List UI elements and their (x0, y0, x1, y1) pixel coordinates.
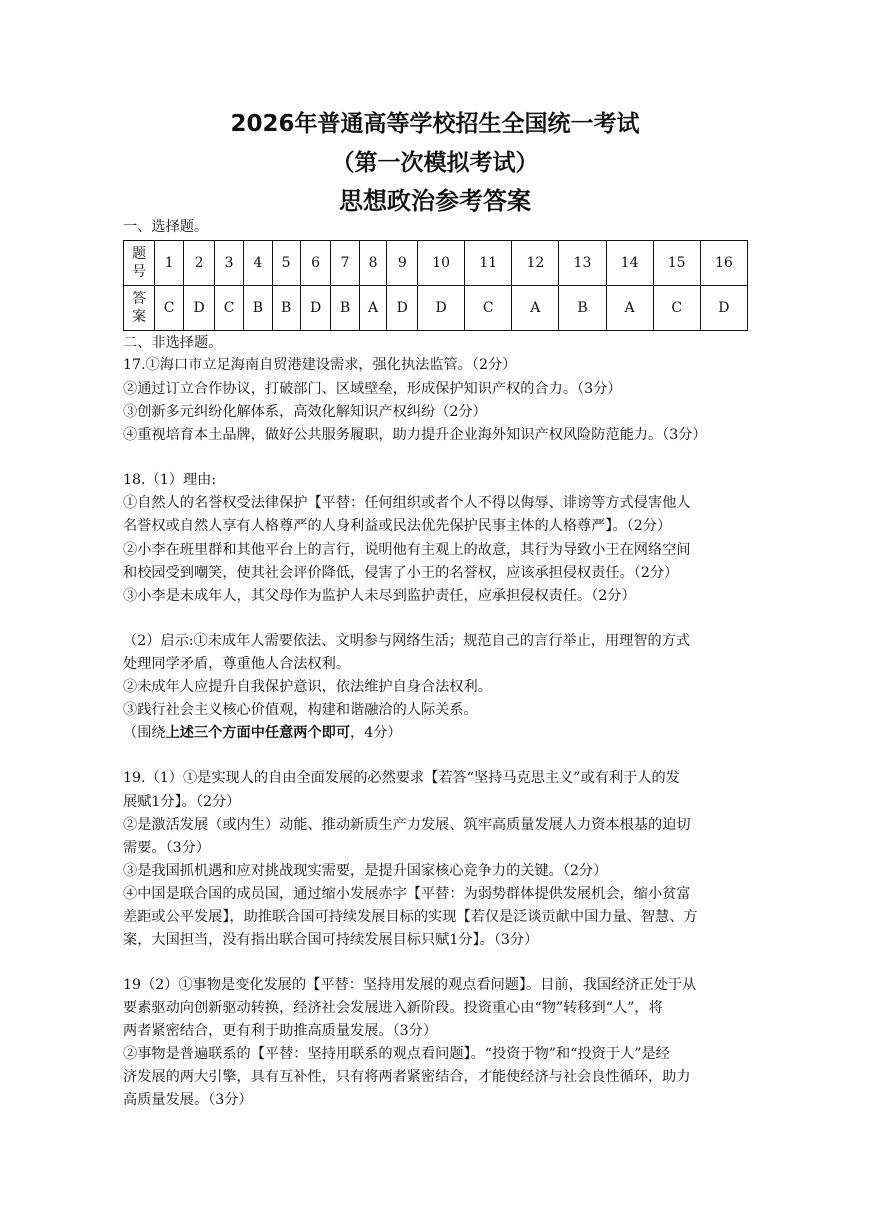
q19-2-line: 济发展的两大引擎，具有互补性，只有将两者紧密结合，才能使经济与社会良性循环，助力 (123, 1069, 691, 1085)
q19-1-line: 案，大国担当，没有指出联合国可持续发展目标只赋1分】。（3分） (123, 932, 539, 948)
question-number: 3 (214, 241, 243, 286)
question-number: 5 (272, 241, 300, 286)
q18-2-line: ②未成年人应提升自我保护意识，依法维护自身合法权利。 (123, 679, 492, 695)
section2-heading: 二、非选择题。 (123, 335, 223, 351)
q17-line: 17.①海口市立足海南自贸港建设需求，强化执法监管。（2分） (123, 357, 517, 373)
answer-table (123, 240, 748, 331)
q19-1-line: ④中国是联合国的成员国，通过缩小发展赤字【平替：为弱势群体提供发展机会，缩小贫富 (123, 886, 691, 902)
answer-cell: C (155, 286, 184, 331)
exam-subtitle: （第一次模拟考试） (331, 150, 539, 176)
number-row (124, 241, 748, 286)
question-number: 2 (184, 241, 215, 286)
answer-cell: D (387, 286, 418, 331)
question-number: 6 (300, 241, 331, 286)
q18-1-line: 和校园受到嘲笑，使其社会评价降低，侵害了小王的名誉权，应该承担侵权责任。（2分） (123, 565, 679, 581)
question-number: 8 (359, 241, 387, 286)
question-number: 12 (512, 241, 559, 286)
answer-row-label: 答 案 (124, 286, 155, 331)
q18-2-line: 处理同学矛盾，尊重他人合法权利。 (123, 656, 351, 672)
answer-cell: D (700, 286, 747, 331)
question-number: 13 (559, 241, 606, 286)
subject-title: 思想政治参考答案 (339, 187, 531, 215)
answer-cell: B (272, 286, 300, 331)
question-number: 11 (465, 241, 512, 286)
answer-cell: A (512, 286, 559, 331)
answer-cell: C (214, 286, 243, 331)
answer-cell: A (359, 286, 387, 331)
question-number: 16 (700, 241, 747, 286)
q18-1-line: ①自然人的名誉权受法律保护【平替：任何组织或者个人不得以侮辱、诽谤等方式侵害他人 (123, 495, 691, 511)
q18-1-line: ②小李在班里群和其他平台上的言行，说明他有主观上的故意，其行为导致小王在网络空间 (123, 542, 691, 558)
q19-2-line: ②事物是普遍联系的【平替：坚持用联系的观点看问题】。“投资于物”和“投资于人”是经 (123, 1046, 670, 1062)
q19-2-line: 19（2）①事物是变化发展的【平替：坚持用发展的观点看问题】。目前，我国经济正处于从 (123, 977, 697, 993)
answer-cell: D (184, 286, 215, 331)
question-number: 10 (418, 241, 465, 286)
q18-1-line: 名誉权或自然人享有人格尊严的人身利益或民法优先保护民事主体的人格尊严】。（2分） (123, 518, 672, 534)
q17-line: ②通过订立合作协议，打破部门、区域壁垒，形成保护知识产权的合力。（3分） (123, 381, 622, 397)
section1-heading: 一、选择题。 (123, 219, 209, 235)
answer-cell: C (465, 286, 512, 331)
q19-1-line: ③是我国抓机遇和应对挑战现实需要，是提升国家核心竞争力的关键。（2分） (123, 863, 608, 879)
q18-1-line: ③小李是未成年人，其父母作为监护人未尽到监护责任，应承担侵权责任。（2分） (123, 588, 636, 604)
number-row-label: 题 号 (124, 241, 155, 286)
q18-2-line: （2）启示:①未成年人需要依法、文明参与网络生活；规范自己的言行举止，用理智的方式 (123, 633, 691, 649)
q19-2-line: 高质量发展。（3分） (123, 1092, 253, 1108)
question-number: 7 (331, 241, 359, 286)
q19-1-line: 需要。（3分） (123, 840, 211, 856)
question-number: 4 (244, 241, 272, 286)
answer-cell: D (418, 286, 465, 331)
q19-1-line: 差距或公平发展】，助推联合国可持续发展目标的实现【若仅是泛谈贡献中国力量、智慧、方 (123, 909, 698, 925)
q19-1-line: ②是激活发展（或内生）动能、推动新质生产力发展、筑牢高质量发展人力资本根基的迫切 (123, 817, 691, 833)
answer-cell: D (300, 286, 331, 331)
q17-line: ④重视培育本土品牌，做好公共服务履职，助力提升企业海外知识产权风险防范能力。（3分） (123, 427, 707, 443)
answer-cell: B (331, 286, 359, 331)
answer-cell: C (653, 286, 700, 331)
question-number: 15 (653, 241, 700, 286)
q18-scoring-note: （围绕上述三个方面中任意两个即可，4分） (123, 725, 402, 741)
q19-2-line: 两者紧密结合，更有利于助推高质量发展。（3分） (123, 1023, 438, 1039)
answer-cell: B (244, 286, 272, 331)
question-number: 14 (606, 241, 653, 286)
answer-cell: A (606, 286, 653, 331)
question-number: 9 (387, 241, 418, 286)
exam-title: 2026年普通高等学校招生全国统一考试 (230, 111, 640, 137)
q17-line: ③创新多元纠纷化解体系，高效化解知识产权纠纷（2分） (123, 404, 487, 420)
q18-1-line: 18.（1）理由: (123, 472, 217, 488)
answer-cell: B (559, 286, 606, 331)
question-number: 1 (155, 241, 184, 286)
q19-1-line: 19.（1）①是实现人的自由全面发展的必然要求【若答“坚持马克思主义”或有利于人的发 (123, 770, 680, 786)
q18-2-line: ③践行社会主义核心价值观，构建和谐融洽的人际关系。 (123, 702, 478, 718)
q19-1-line: 展赋1分】。（2分） (123, 794, 241, 810)
q19-2-line: 要素驱动向创新驱动转换，经济社会发展进入新阶段。投资重心由“物”转移到“人”，将 (123, 1000, 663, 1016)
answer-row (124, 286, 748, 331)
